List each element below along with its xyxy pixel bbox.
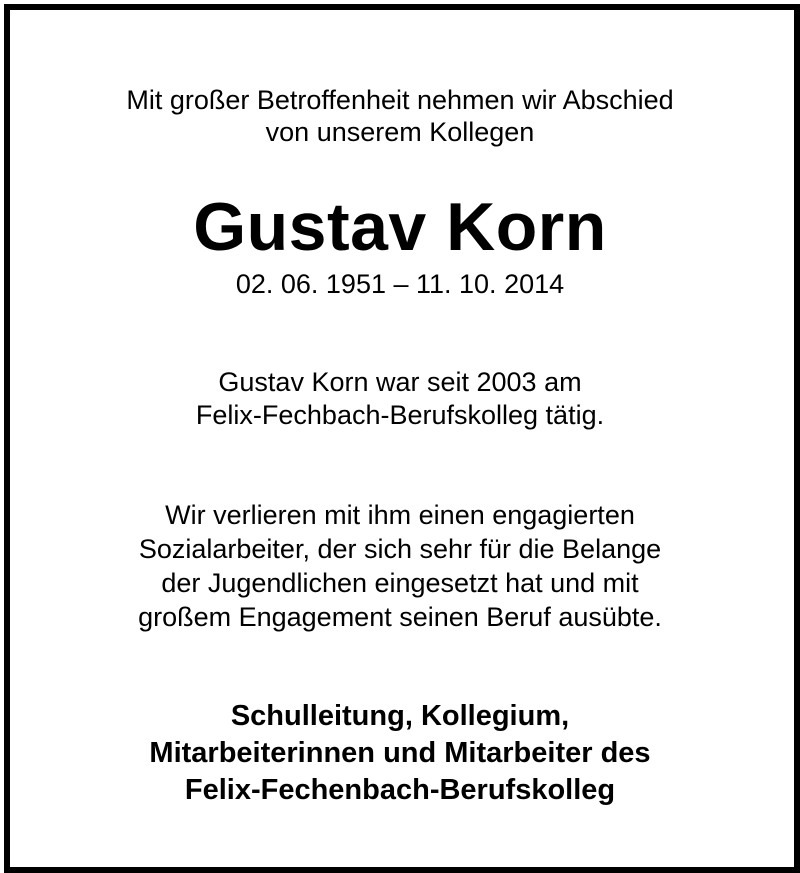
paragraph1-line-1: Gustav Korn war seit 2003 am [218, 367, 582, 397]
signature-line-1: Schulleitung, Kollegium, [230, 700, 570, 732]
deceased-name: Gustav Korn [193, 189, 607, 265]
paragraph2-line-4: großem Engagement seinen Beruf ausübte. [138, 602, 662, 632]
paragraph2-line-2: Sozialarbeiter, der sich sehr für die Belange [138, 534, 662, 564]
life-dates: 02. 06. 1951 – 11. 10. 2014 [235, 269, 565, 299]
paragraph2-line-1: Wir verlieren mit ihm einen engagierten [165, 500, 635, 530]
signature-line-2: Mitarbeiterinnen und Mitarbeiter des [149, 737, 651, 769]
paragraph2-line-3: der Jugendlichen eingesetzt hat und mit [161, 568, 639, 598]
intro-line-2: von unserem Kollegen [265, 117, 535, 147]
signature-line-3: Felix-Fechenbach-Berufskolleg [184, 774, 616, 806]
paragraph1-line-2: Felix-Fechbach-Berufskolleg tätig. [195, 400, 605, 430]
intro-line-1: Mit großer Betroffenheit nehmen wir Abschied [126, 85, 674, 115]
